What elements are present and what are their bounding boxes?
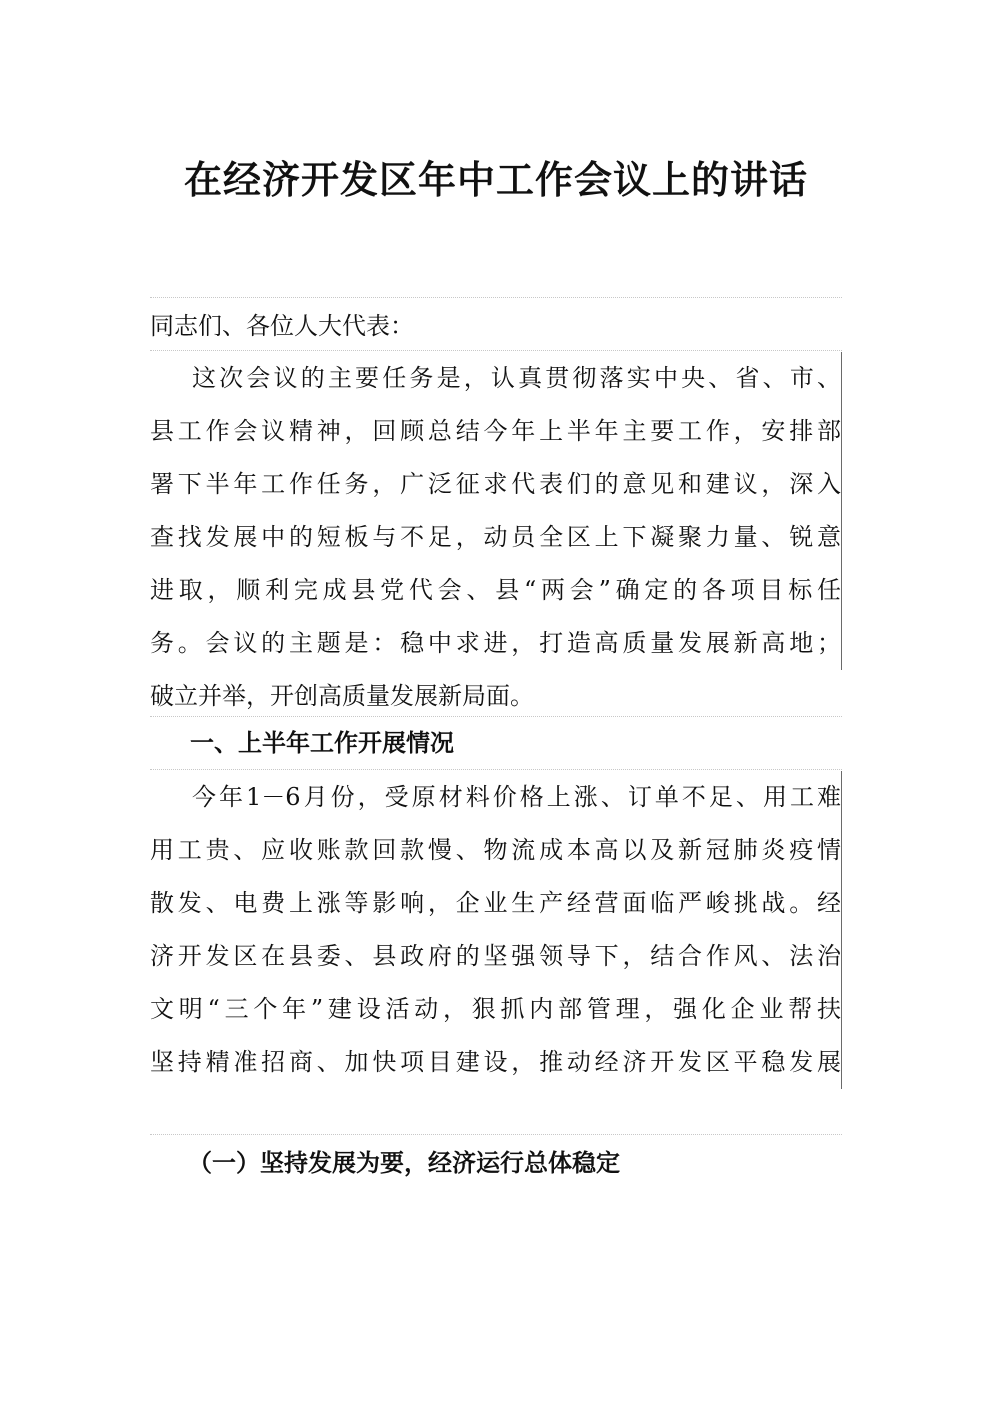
paragraph-line: 今年1－6月份，受原材料价格上涨、订单不足、用工难 [150, 771, 842, 824]
paragraph-line: 破立并举，开创高质量发展新局面。 [150, 682, 534, 710]
document-title: 在经济开发区年中工作会议上的讲话 [183, 157, 808, 202]
salutation: 同志们、各位人大代表： [150, 312, 414, 340]
divider [150, 350, 842, 351]
paragraph-line: 坚持精准招商、加快项目建设，推动经济开发区平稳发展 [150, 1036, 842, 1089]
subsection-heading: （一）坚持发展为要，经济运行总体稳定 [188, 1148, 620, 1177]
paragraph-line: 散发、电费上涨等影响，企业生产经营面临严峻挑战。经 [150, 877, 842, 930]
paragraph-line: 署下半年工作任务，广泛征求代表们的意见和建议，深入 [150, 458, 842, 511]
paragraph-line: 县工作会议精神，回顾总结今年上半年主要工作，安排部 [150, 405, 842, 458]
paragraph-line: 进取，顺利完成县党代会、县“两会”确定的各项目标任 [150, 564, 842, 617]
paragraph-line: 用工贵、应收账款回款慢、物流成本高以及新冠肺炎疫情 [150, 824, 842, 877]
divider [150, 297, 842, 298]
section-heading: 一、上半年工作开展情况 [190, 728, 454, 757]
paragraph-line: 这次会议的主要任务是，认真贯彻落实中央、省、市、 [150, 352, 842, 405]
paragraph-line: 务。会议的主题是：稳中求进，打造高质量发展新高地； [150, 617, 842, 670]
divider [150, 1134, 842, 1135]
paragraph-line: 查找发展中的短板与不足，动员全区上下凝聚力量、锐意 [150, 511, 842, 564]
paragraph-line: 文明“三个年”建设活动，狠抓内部管理，强化企业帮扶 [150, 983, 842, 1036]
paragraph-line: 济开发区在县委、县政府的坚强领导下，结合作风、法治 [150, 930, 842, 983]
divider [150, 769, 842, 770]
